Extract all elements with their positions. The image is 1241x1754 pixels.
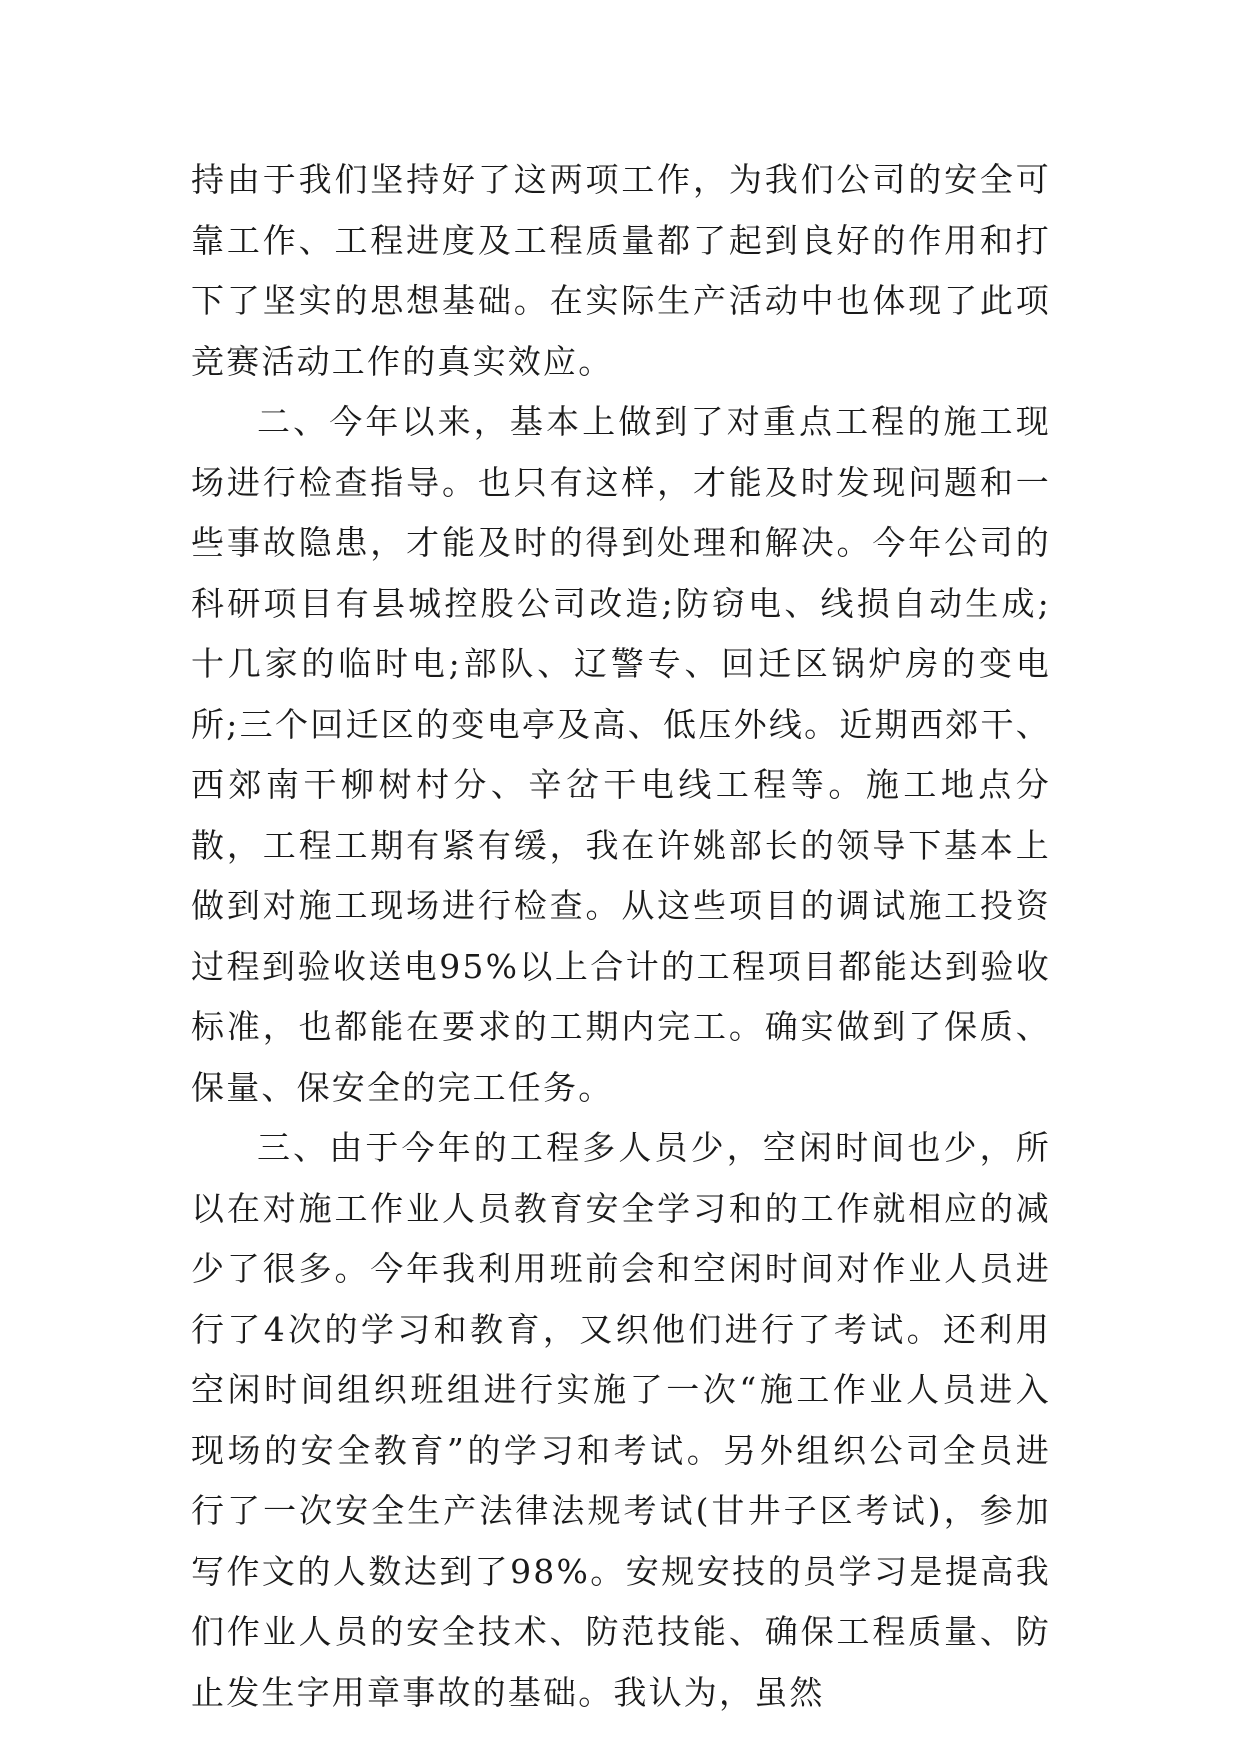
document-body [191, 150, 1051, 1723]
paragraph-3: 三、由于今年的工程多人员少，空闲时间也少，所以在对施工作业人员教育安全学习和的工作就相应的减少了很多。今年我利用班前会和空闲时间对作业人员进行了4次的学习和教育，又织他们进行了考试。还利用空闲时间组织班组进行实施了一次“施工作业人员进入现场的安全教育”的学习和考试。另外组织公司全员进行了一次安全生产法律法规考试(甘井子区考试)，参加写作文的人数达到了98%。安规安技的员学习是提高我们作业人员的安全技术、防范技能、确保工程质量、防止发生字用章事故的基础。我认为，虽然 [191, 1128, 1051, 1712]
paragraph-1: 持由于我们坚持好了这两项工作，为我们公司的安全可靠工作、工程进度及工程质量都了起到良好的作用和打下了坚实的思想基础。在实际生产活动中也体现了此项竞赛活动工作的真实效应。 [191, 160, 1051, 381]
paragraph-2: 二、今年以来，基本上做到了对重点工程的施工现场进行检查指导。也只有这样，才能及时发现问题和一些事故隐患，才能及时的得到处理和解决。今年公司的科研项目有县城控股公司改造;防窃电、线损自动生成;十几家的临时电;部队、辽警专、回迁区锅炉房的变电所;三个回迁区的变电亭及高、低压外线。近期西郊干、西郊南干柳树村分、辛岔干电线工程等。施工地点分散，工程工期有紧有缓，我在许姚部长的领导下基本上做到对施工现场进行检查。从这些项目的调试施工投资过程到验收送电95%以上合计的工程项目都能达到验收标准，也都能在要求的工期内完工。确实做到了保质、保量、保安全的完工任务。 [191, 402, 1051, 1107]
